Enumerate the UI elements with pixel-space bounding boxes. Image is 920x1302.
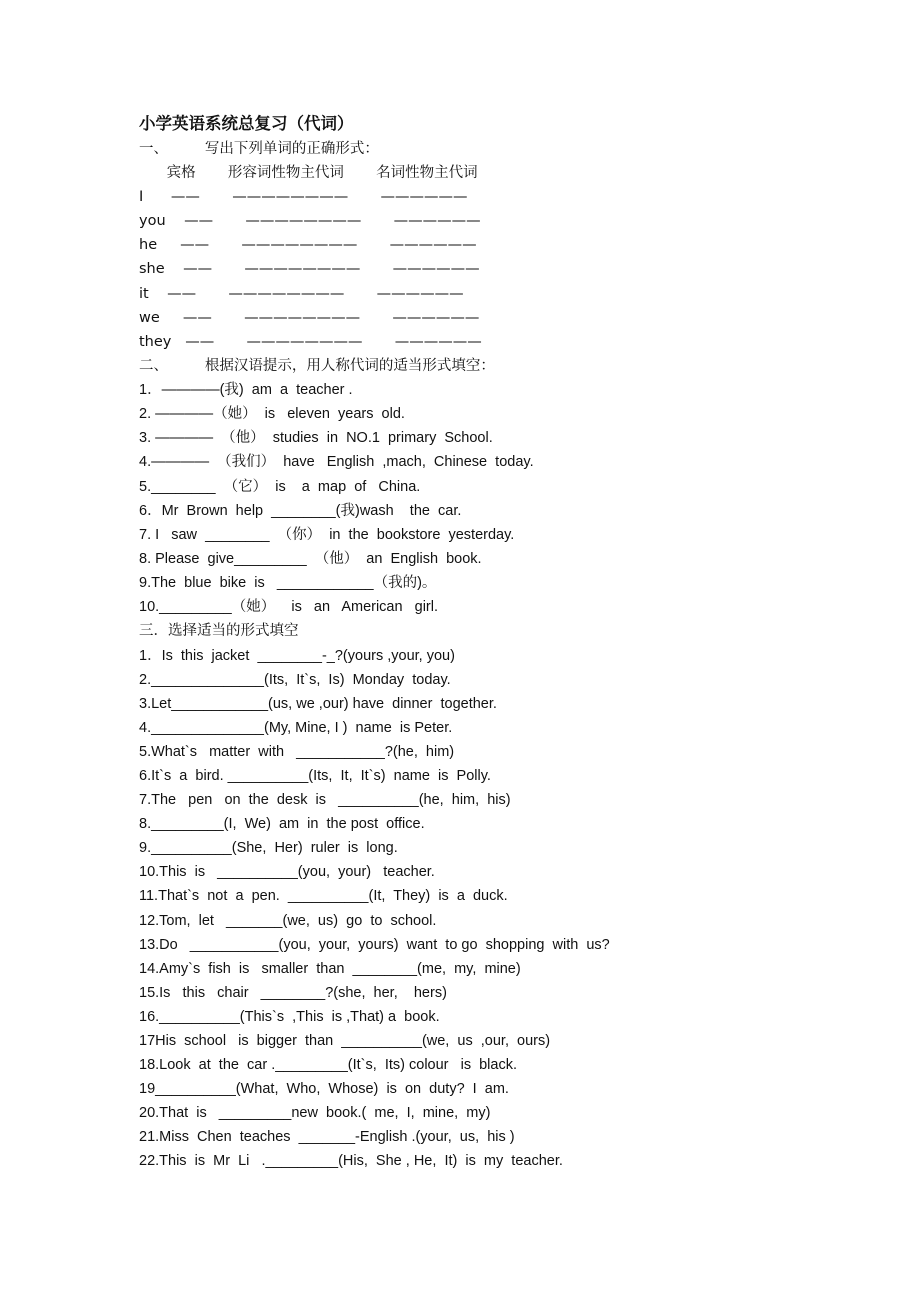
exercise-item: 13.Do ___________(you, your, yours) want to go shopping with us? <box>139 937 610 953</box>
exercise-item: 7.The pen on the desk is __________(he, him, his) <box>139 792 511 808</box>
exercise-item: 19__________(What, Who, Whose) is on duty? I am. <box>139 1081 509 1097</box>
exercise-item: 6．Mr Brown help ________(我)wash the car. <box>139 503 462 519</box>
exercise-item: 8._________(I, We) am in the post office. <box>139 816 425 832</box>
exercise-item: 20.That is _________new book.( me, I, mine, my) <box>139 1105 491 1121</box>
exercise-item: 14.Amy`s fish is smaller than ________(me, my, mine) <box>139 961 521 977</box>
pronoun-row: we —— ———————— —————— <box>139 310 480 326</box>
exercise-item: 5.What`s matter with ___________?(he, him) <box>139 744 455 760</box>
pronoun-row: you —— ———————— —————— <box>139 213 481 229</box>
exercise-item: 22.This is Mr Li ._________(His, She , He, It) is my teacher. <box>139 1153 563 1169</box>
section1-heading: 一、 写出下列单词的正确形式： <box>139 141 379 157</box>
pronoun-row: she —— ———————— —————— <box>139 261 480 277</box>
exercise-item: 3.Let____________(us, we ,our) have dinner together. <box>139 696 497 712</box>
pronoun-row: he —— ———————— —————— <box>139 237 477 253</box>
exercise-item: 2.______________(Its, It`s, Is) Monday today. <box>139 672 451 688</box>
exercise-item: 3. ———— （他） studies in NO.1 primary School. <box>139 430 493 446</box>
page-title: 小学英语系统总复习（代词） <box>139 114 354 133</box>
exercise-item: 7. I saw ________ （你） in the bookstore yesterday. <box>139 527 515 543</box>
exercise-item: 15.Is this chair ________?(she, her, hers) <box>139 985 447 1001</box>
exercise-item: 6.It`s a bird. __________(Its, It, It`s) name is Polly. <box>139 768 491 784</box>
exercise-item: 16.__________(This`s ,This is ,That) a book. <box>139 1009 440 1025</box>
exercise-item: 8. Please give_________ （他） an English book. <box>139 551 482 567</box>
section2-heading: 二、 根据汉语提示，用人称代词的适当形式填空： <box>139 358 495 374</box>
exercise-item: 2. ————（她） is eleven years old. <box>139 406 405 422</box>
exercise-item: 18.Look at the car ._________(It`s, Its) colour is black. <box>139 1057 517 1073</box>
exercise-item: 9.The blue bike is ____________（我的)。 <box>139 575 437 591</box>
exercise-item: 4.______________(My, Mine, I ) name is Peter. <box>139 720 453 736</box>
pronoun-row: they —— ———————— —————— <box>139 334 482 350</box>
exercise-item: 5.________ （它） is a map of China. <box>139 479 421 495</box>
pronoun-row: it —— ———————— —————— <box>139 286 464 302</box>
exercise-item: 17His school is bigger than __________(we, us ,our, ours) <box>139 1033 551 1049</box>
exercise-item: 11.That`s not a pen. __________(It, They) is a duck. <box>139 888 508 904</box>
exercise-item: 1．Is this jacket ________-_?(yours ,your, you) <box>139 648 455 664</box>
section3-heading: 三．选择适当的形式填空 <box>139 623 299 639</box>
exercise-item: 21.Miss Chen teaches _______-English .(your, us, his ) <box>139 1129 515 1145</box>
exercise-item: 9.__________(She, Her) ruler is long. <box>139 840 398 856</box>
exercise-item: 12.Tom, let _______(we, us) go to school. <box>139 913 437 929</box>
exercise-item: 10.This is __________(you, your) teacher. <box>139 864 435 880</box>
exercise-item: 1．————(我) am a teacher . <box>139 382 353 398</box>
section1-header-row: 宾格 形容词性物主代词 名词性物主代词 <box>139 165 478 181</box>
pronoun-row: I —— ———————— —————— <box>139 189 468 205</box>
exercise-item: 4.———— （我们） have English ,mach, Chinese today. <box>139 454 534 470</box>
exercise-item: 10._________（她） is an American girl. <box>139 599 439 615</box>
